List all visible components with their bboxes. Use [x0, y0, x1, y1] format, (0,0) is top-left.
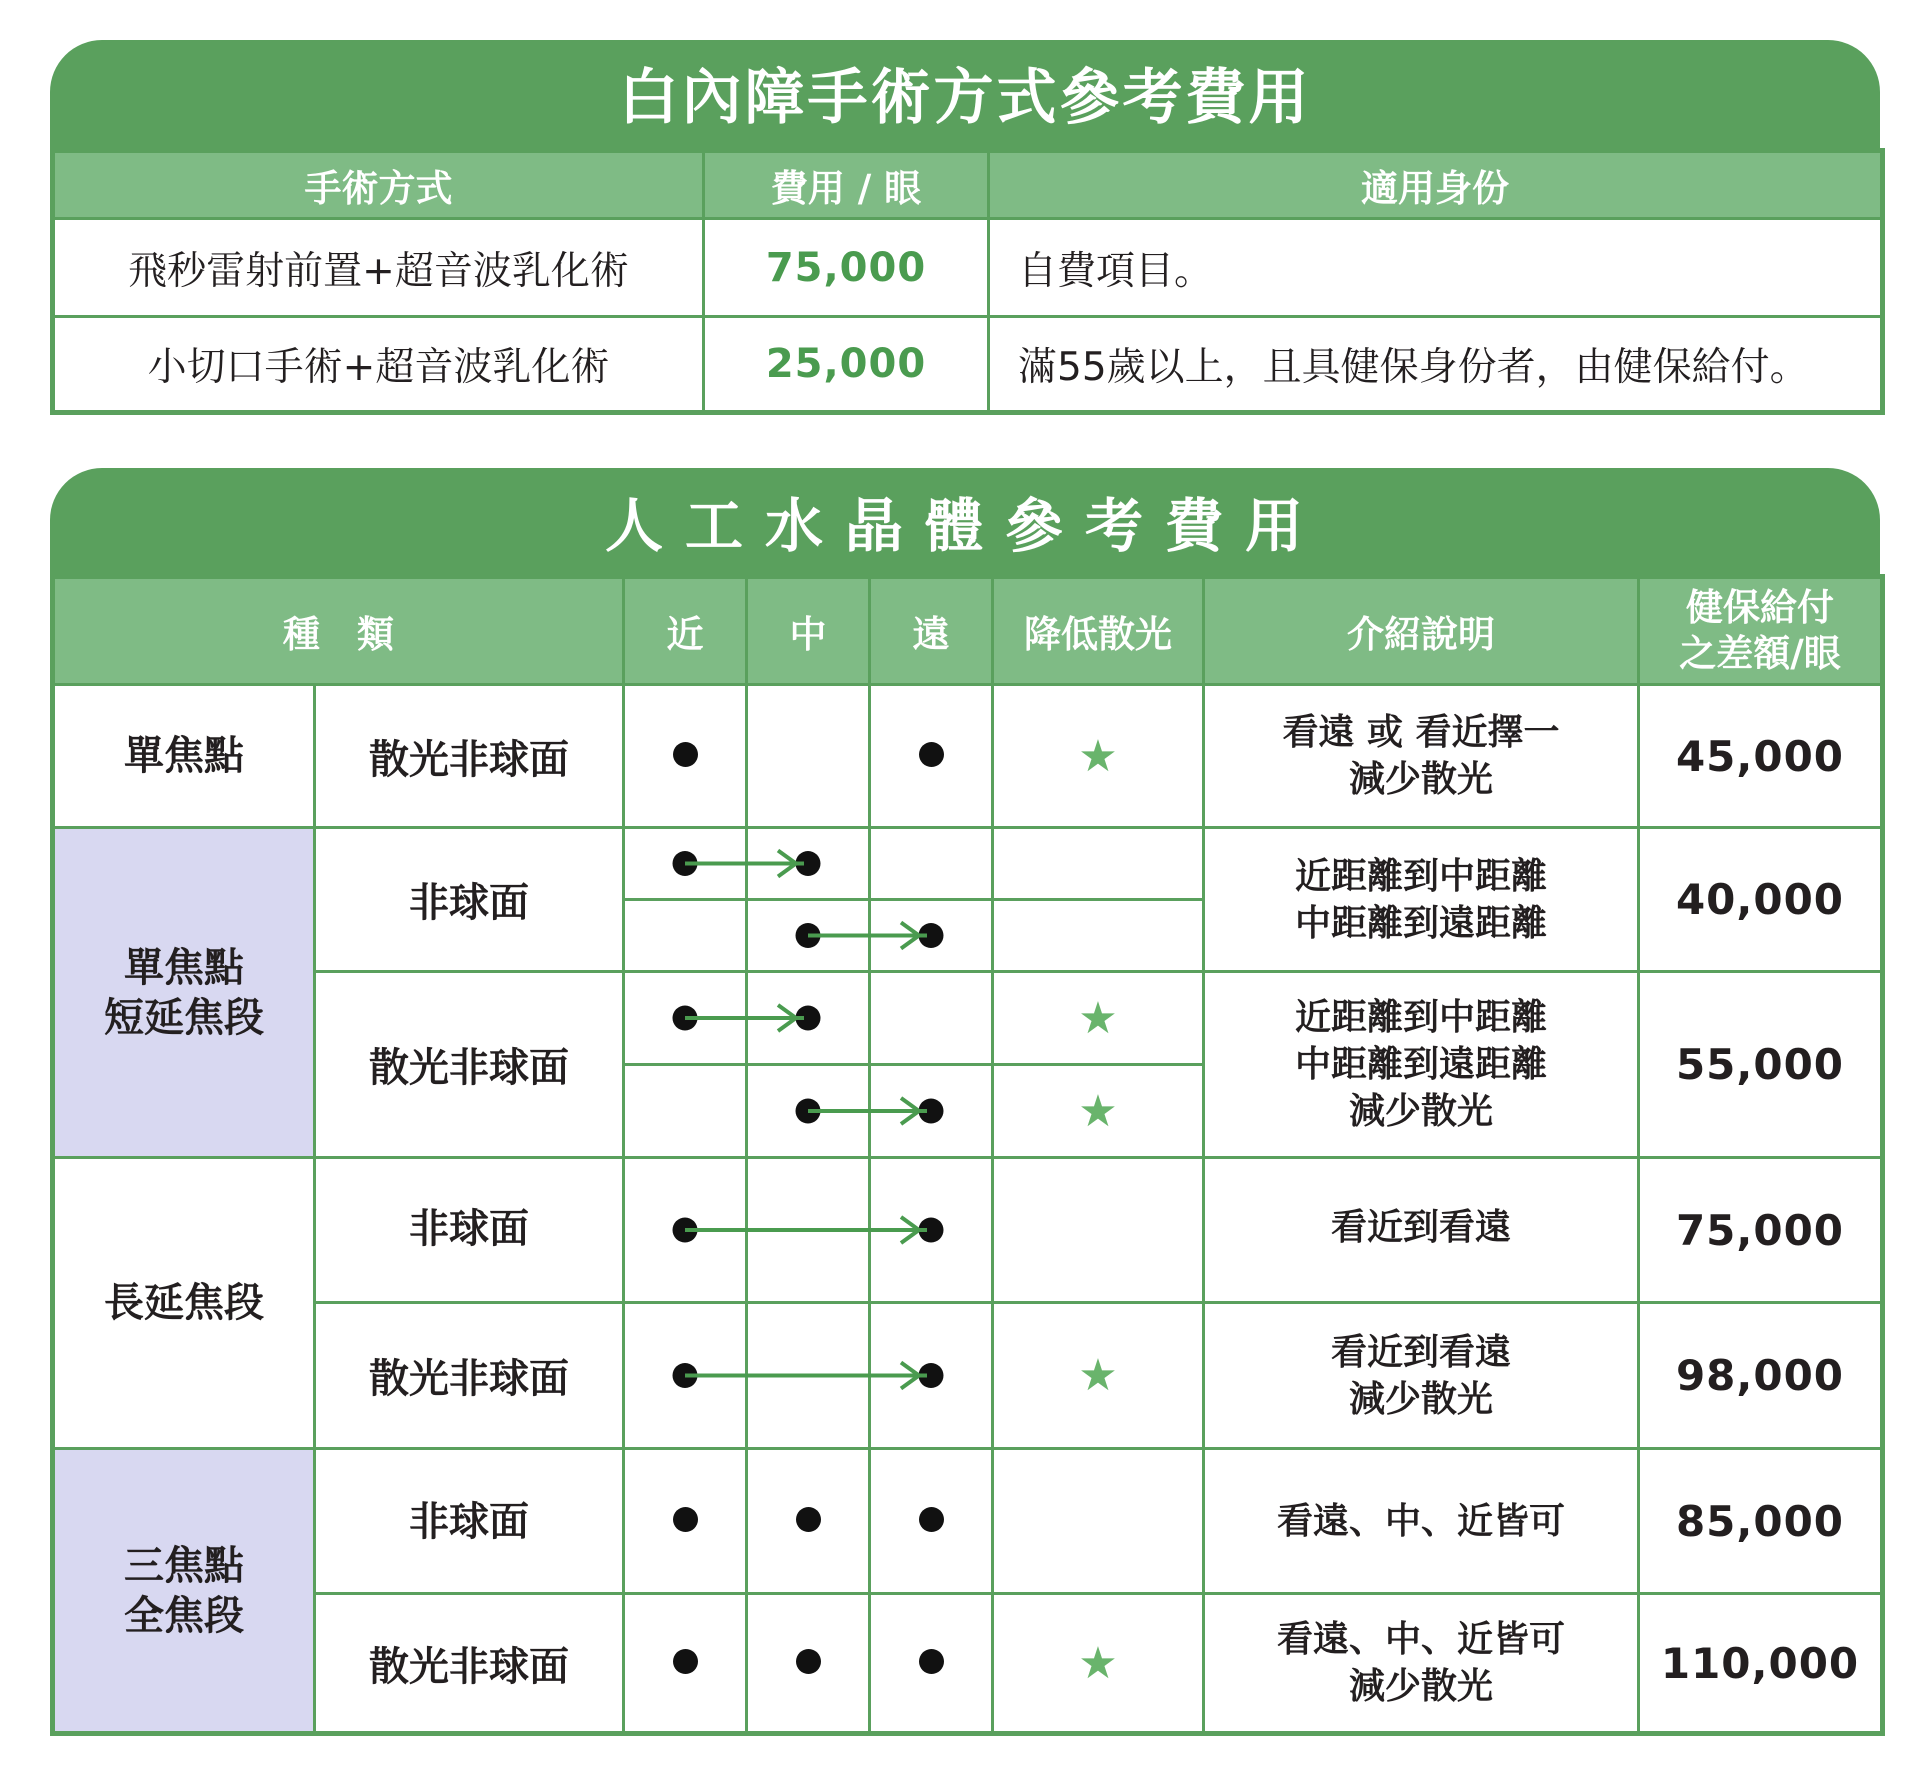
table-row [53, 1303, 1883, 1449]
mid-cell [747, 1303, 870, 1449]
description-line: 近距離到中距離 [1294, 855, 1547, 897]
far-cell [870, 1158, 993, 1303]
header-type: 種 類 [53, 577, 624, 685]
astigmatism-star-icon: ★ [993, 685, 1204, 828]
iol-cost-table [50, 574, 1885, 1736]
far-cell [870, 1449, 993, 1594]
far-dot [919, 1507, 944, 1532]
category-line: 單焦點 [124, 944, 244, 991]
near-dot [673, 742, 698, 767]
near-cell [624, 1303, 747, 1449]
header-cost-line1: 健保給付 [1686, 586, 1834, 629]
header-cost-line2: 之差額/眼 [1679, 632, 1841, 675]
table-row [53, 685, 1883, 828]
description-line: 中距離到遠距離 [1294, 902, 1547, 944]
astigmatism-star-icon: ★ [993, 1594, 1204, 1734]
header-description: 介紹說明 [1204, 577, 1639, 685]
far-cell [870, 900, 993, 972]
eligibility-cell: 自費項目。 [989, 219, 1883, 317]
near-dot [673, 1507, 698, 1532]
far-cell [870, 1303, 993, 1449]
far-cell [870, 828, 993, 900]
near-cell [624, 1449, 747, 1594]
category-line: 短延焦段 [104, 994, 264, 1041]
description-line: 減少散光 [1348, 1091, 1493, 1132]
table-row [53, 972, 1883, 1065]
near-cell [624, 972, 747, 1065]
description-cell [1204, 1449, 1639, 1594]
category-trifocal [53, 1449, 315, 1734]
description-line: 看近到看遠 [1330, 1207, 1511, 1248]
description-cell [1204, 1303, 1639, 1449]
cost-cell: 85,000 [1639, 1449, 1883, 1594]
astigmatism-star-icon: ★ [993, 1303, 1204, 1449]
price-cell: 25,000 [704, 317, 989, 413]
far-dot [919, 742, 944, 767]
iol-panel-title: 人工水晶體參考費用 [50, 468, 1880, 578]
header-eligibility: 適用身份 [989, 151, 1883, 219]
far-cell [870, 1065, 993, 1158]
category-edof [53, 828, 315, 1158]
near-cell [624, 685, 747, 828]
lens-kind: 非球面 [315, 1449, 624, 1594]
near-cell [624, 900, 747, 972]
far-cell [870, 1594, 993, 1734]
far-cell [870, 685, 993, 828]
mid-cell [747, 685, 870, 828]
lens-kind: 散光非球面 [315, 1303, 624, 1449]
surgery-cost-table [50, 148, 1885, 415]
near-cell [624, 1594, 747, 1734]
description-line: 減少散光 [1348, 1666, 1493, 1707]
table-row [53, 1449, 1883, 1594]
description-line: 減少散光 [1348, 759, 1493, 800]
astigmatism-cell [993, 900, 1204, 972]
description-line: 看遠 或 看近擇一 [1282, 712, 1560, 753]
mid-dot [796, 1649, 821, 1674]
astigmatism-cell [993, 1158, 1204, 1303]
far-cell [870, 972, 993, 1065]
near-dot [673, 1649, 698, 1674]
mid-cell [747, 1594, 870, 1734]
table-row [53, 828, 1883, 900]
table-row [53, 317, 1883, 413]
description-cell [1204, 828, 1639, 972]
category-monofocal: 單焦點 [53, 685, 315, 828]
header-method: 手術方式 [53, 151, 704, 219]
category-line: 全焦段 [124, 1592, 244, 1639]
mid-cell [747, 828, 870, 900]
description-cell [1204, 685, 1639, 828]
mid-cell [747, 1449, 870, 1594]
lens-kind: 非球面 [315, 828, 624, 972]
description-cell [1204, 1158, 1639, 1303]
eligibility-cell: 滿55歲以上，且具健保身份者，由健保給付。 [989, 317, 1883, 413]
cost-cell: 98,000 [1639, 1303, 1883, 1449]
header-far: 遠 [870, 577, 993, 685]
description-line: 中距離到遠距離 [1294, 1044, 1547, 1085]
mid-cell [747, 900, 870, 972]
category-long-edof: 長延焦段 [53, 1158, 315, 1449]
near-cell [624, 828, 747, 900]
astigmatism-cell [993, 1449, 1204, 1594]
far-dot [919, 1649, 944, 1674]
description-line: 看遠、中、近皆可 [1276, 1500, 1565, 1542]
surgery-panel-title: 白內障手術方式參考費用 [50, 40, 1880, 152]
cost-cell: 40,000 [1639, 828, 1883, 972]
near-cell [624, 1158, 747, 1303]
table-row [53, 1158, 1883, 1303]
header-price: 費用 / 眼 [704, 151, 989, 219]
header-cost [1639, 577, 1883, 685]
table-row [53, 219, 1883, 317]
cost-cell: 110,000 [1639, 1594, 1883, 1734]
mid-dot [796, 1507, 821, 1532]
cost-cell: 75,000 [1639, 1158, 1883, 1303]
astigmatism-star-icon: ★ [993, 1065, 1204, 1158]
astigmatism-star-icon: ★ [993, 972, 1204, 1065]
cost-cell: 45,000 [1639, 685, 1883, 828]
description-line: 看遠、中、近皆可 [1276, 1619, 1565, 1660]
cost-cell: 55,000 [1639, 972, 1883, 1158]
mid-cell [747, 1065, 870, 1158]
mid-cell [747, 1158, 870, 1303]
lens-kind: 散光非球面 [315, 972, 624, 1158]
description-cell [1204, 972, 1639, 1158]
description-line: 看近到看遠 [1330, 1331, 1511, 1373]
category-line: 三焦點 [124, 1542, 244, 1589]
description-cell [1204, 1594, 1639, 1734]
astigmatism-cell [993, 828, 1204, 900]
method-cell: 小切口手術+超音波乳化術 [53, 317, 704, 413]
header-astigmatism: 降低散光 [993, 577, 1204, 685]
table-row [53, 1594, 1883, 1734]
description-line: 近距離到中距離 [1294, 997, 1547, 1038]
lens-kind: 散光非球面 [315, 685, 624, 828]
mid-cell [747, 972, 870, 1065]
near-cell [624, 1065, 747, 1158]
header-mid: 中 [747, 577, 870, 685]
header-near: 近 [624, 577, 747, 685]
price-cell: 75,000 [704, 219, 989, 317]
description-line: 減少散光 [1348, 1378, 1493, 1420]
method-cell: 飛秒雷射前置+超音波乳化術 [53, 219, 704, 317]
lens-kind: 散光非球面 [315, 1594, 624, 1734]
lens-kind: 非球面 [315, 1158, 624, 1303]
